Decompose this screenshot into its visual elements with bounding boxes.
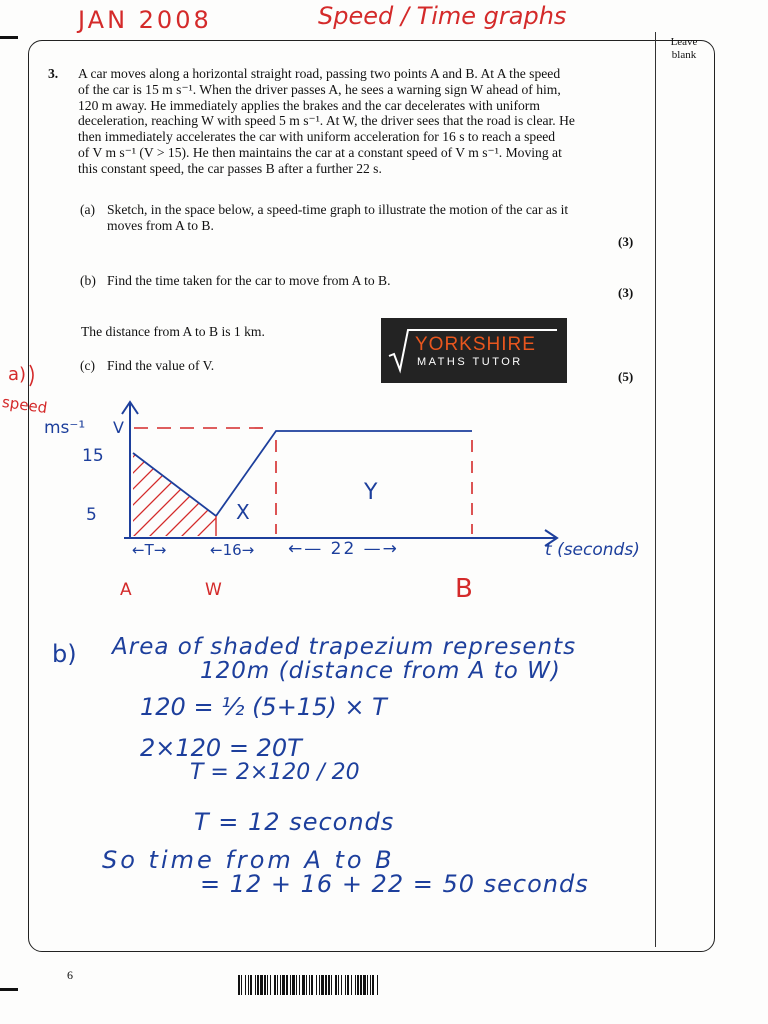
sixteen-interval-label: ←16→ — [210, 541, 255, 559]
barcode-bar — [363, 975, 366, 995]
part-b-label: (b) — [80, 273, 96, 288]
logo-title: YORKSHIRE — [415, 334, 536, 355]
speed-axis-note: speed — [0, 392, 49, 418]
distance-statement: The distance from A to B is 1 km. — [81, 324, 265, 339]
barcode-bar — [311, 975, 313, 995]
barcode-bar — [357, 975, 359, 995]
part-a-text: Sketch, in the space below, a speed-time graph to illustrate the motion of the car as it moves from A to B. — [107, 202, 569, 233]
barcode-bar — [360, 975, 362, 995]
part-a-marks: (3) — [618, 234, 634, 249]
time-axis-label: t (seconds) — [545, 540, 640, 560]
barcode-bar — [306, 975, 307, 995]
barcode-bar — [267, 975, 268, 995]
barcode-bar — [274, 975, 276, 995]
barcode-bar — [302, 975, 305, 995]
topic-note: Speed / Time graphs — [318, 2, 567, 30]
barcode-bar — [309, 975, 310, 995]
working-line-4: 2×120 = 20T — [140, 734, 302, 762]
barcode-bar — [335, 975, 337, 995]
barcode-bar — [328, 975, 330, 995]
barcode-bar — [351, 975, 352, 995]
barcode-bar — [296, 975, 297, 995]
twentytwo-interval-label: ←— 22 —→ — [288, 539, 399, 559]
barcode-bar — [282, 975, 285, 995]
unit-label: ms⁻¹ — [44, 418, 86, 438]
stem-line: deceleration, reaching W with speed 5 m s⁻¹. At W, the driver sees that the road is clear. He — [78, 113, 575, 129]
y-tick-15: 15 — [82, 446, 104, 466]
barcode-bar — [264, 975, 266, 995]
t-interval-label: ←T→ — [132, 541, 167, 559]
part-c-label: (c) — [80, 358, 96, 373]
barcode-bar — [316, 975, 317, 995]
barcode-bar — [341, 975, 342, 995]
part-b-text: Find the time taken for the car to move from A to B. — [107, 273, 391, 288]
part-b-marks: (3) — [618, 285, 634, 300]
barcode-bar — [286, 975, 288, 995]
barcode-bar — [255, 975, 256, 995]
part-a-label: (a) — [80, 202, 96, 217]
barcode-bar — [250, 975, 252, 995]
barcode-bar — [321, 975, 324, 995]
barcode-bar — [241, 975, 242, 995]
working-line-5: T = 2×120 / 20 — [190, 760, 360, 785]
working-b-label: b) — [52, 640, 77, 668]
stem-line: of V m s⁻¹ (V > 15). He then maintains the car at a constant speed of V m s⁻¹. Moving at — [78, 144, 562, 160]
region-x-label: X — [236, 500, 250, 524]
working-line-1: Area of shaded trapezium represents — [112, 634, 577, 660]
v-label: V — [113, 418, 124, 437]
point-a-label: A — [120, 580, 132, 600]
working-line-6: T = 12 seconds — [194, 808, 395, 836]
leave-blank-label: Leave blank — [670, 36, 698, 61]
working-line-7: So time from A to B — [102, 846, 395, 874]
barcode-bar — [299, 975, 300, 995]
part-c-marks: (5) — [618, 369, 634, 384]
barcode-bar — [325, 975, 327, 995]
part-a-note: a) — [8, 364, 27, 385]
part-c-text: Find the value of V. — [107, 358, 215, 373]
barcode-bar — [372, 975, 374, 995]
barcode-bar — [292, 975, 295, 995]
region-y-label: Y — [364, 480, 378, 505]
barcode-bar — [238, 975, 240, 995]
barcode-bar — [377, 975, 378, 995]
barcode-bar — [347, 975, 349, 995]
question-number: 3. — [48, 66, 59, 81]
point-w-label: W — [205, 580, 222, 600]
working-line-8: = 12 + 16 + 22 = 50 seconds — [200, 870, 589, 898]
date-note: JAN 2008 — [78, 6, 212, 34]
stem-line: A car moves along a horizontal straight road, passing two points A and B. At A the speed — [78, 66, 561, 81]
stem-line: this constant speed, the car passes B after a further 22 s. — [78, 160, 382, 176]
barcode-bar — [319, 975, 320, 995]
stem-line: 120 m away. He immediately applies the brakes and the car decelerates with uniform — [78, 97, 540, 113]
barcode-bar — [270, 975, 271, 995]
stem-line: of the car is 15 m s⁻¹. When the driver passes A, he sees a warning sign W ahead of him, — [78, 81, 561, 97]
barcode-bar — [245, 975, 246, 995]
page-number: 6 — [67, 968, 73, 982]
barcode-bar — [290, 975, 291, 995]
y-tick-5: 5 — [86, 505, 97, 525]
barcode-bar — [370, 975, 371, 995]
barcode-bar — [331, 975, 332, 995]
working-line-2: 120m (distance from A to W) — [200, 658, 561, 684]
barcode-bar — [355, 975, 356, 995]
stem-line: then immediately accelerates the car with uniform acceleration for 16 s to reach a speed — [78, 129, 556, 145]
logo-subtitle: MATHS TUTOR — [417, 356, 523, 368]
barcode-bar — [257, 975, 259, 995]
barcode-bar — [260, 975, 263, 995]
barcode-bar — [277, 975, 278, 995]
barcode-bar — [280, 975, 281, 995]
working-line-3: 120 = ½ (5+15) × T — [140, 693, 387, 721]
barcode-bar — [345, 975, 346, 995]
barcode-bar — [248, 975, 249, 995]
point-b-label: B — [455, 574, 473, 604]
barcode-bar — [338, 975, 339, 995]
barcode-bar — [367, 975, 368, 995]
